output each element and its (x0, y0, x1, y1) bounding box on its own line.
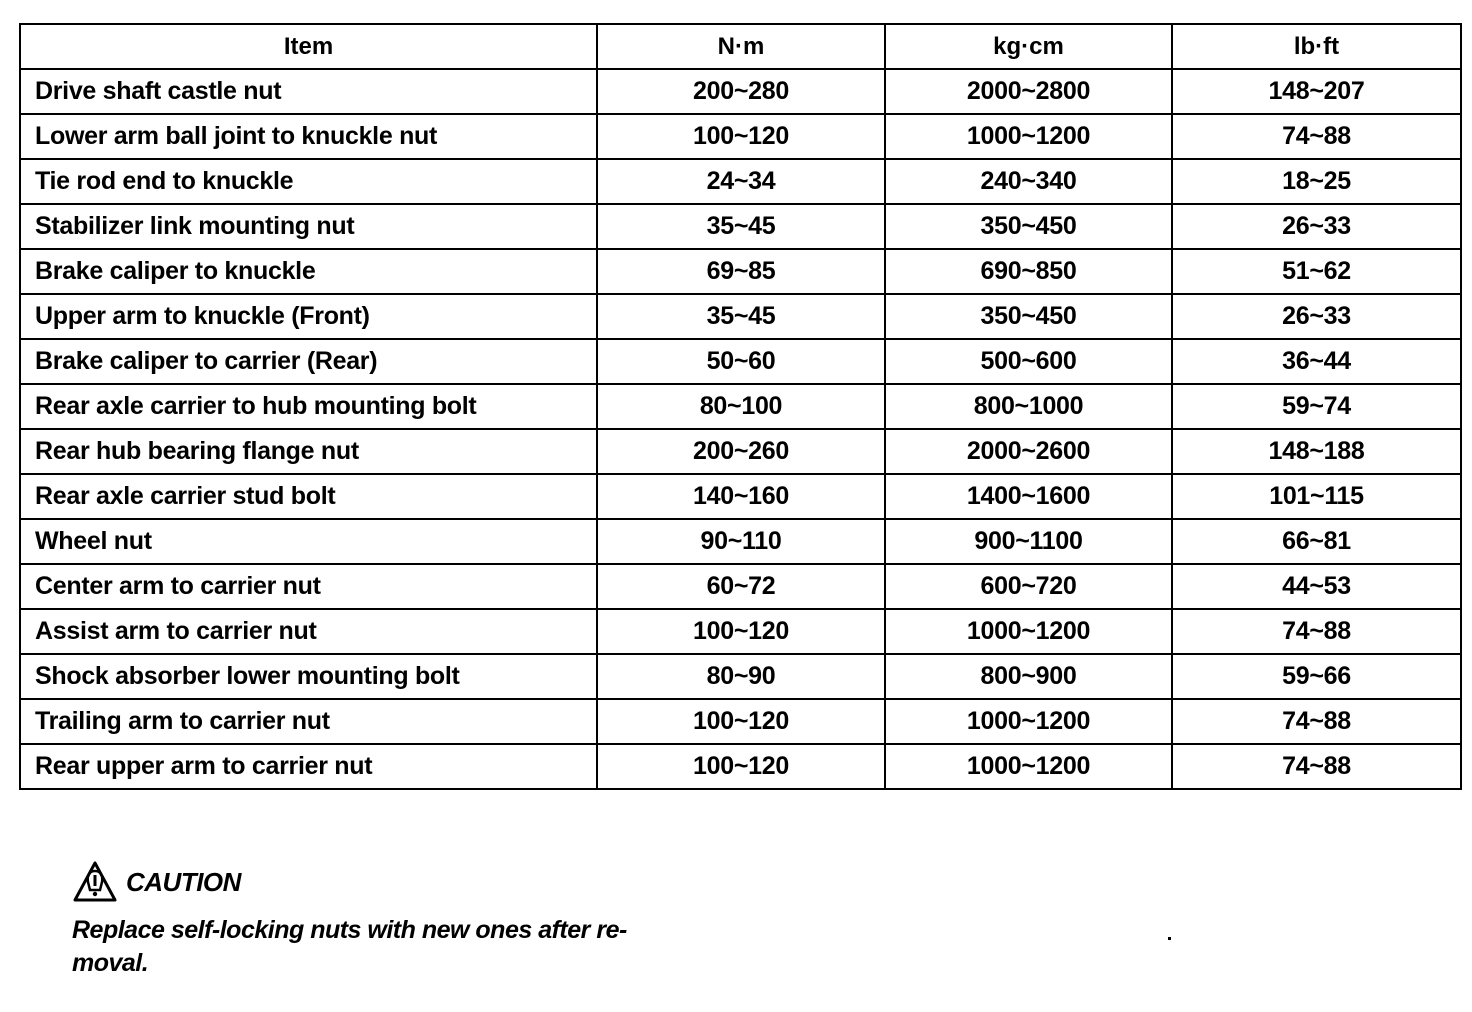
cell-item: Rear upper arm to carrier nut (20, 744, 597, 789)
cell-kgcm: 1000~1200 (885, 609, 1172, 654)
table-row (20, 744, 1461, 789)
cell-kgcm: 2000~2800 (885, 69, 1172, 114)
cell-lbft: 36~44 (1172, 339, 1461, 384)
cell-nm: 100~120 (597, 744, 885, 789)
cell-kgcm: 350~450 (885, 204, 1172, 249)
cell-item: Trailing arm to carrier nut (20, 699, 597, 744)
cell-kgcm: 1000~1200 (885, 699, 1172, 744)
table-row (20, 564, 1461, 609)
cell-nm: 100~120 (597, 609, 885, 654)
cell-kgcm: 690~850 (885, 249, 1172, 294)
cell-nm: 35~45 (597, 294, 885, 339)
cell-item: Rear axle carrier to hub mounting bolt (20, 384, 597, 429)
cell-lbft: 26~33 (1172, 294, 1461, 339)
table-row (20, 339, 1461, 384)
table-row (20, 204, 1461, 249)
cell-nm: 50~60 (597, 339, 885, 384)
header-item: Item (20, 24, 597, 69)
cell-item: Lower arm ball joint to knuckle nut (20, 114, 597, 159)
cell-item: Brake caliper to carrier (Rear) (20, 339, 597, 384)
cell-item: Rear axle carrier stud bolt (20, 474, 597, 519)
table-row (20, 159, 1461, 204)
cell-item: Stabilizer link mounting nut (20, 204, 597, 249)
cell-nm: 35~45 (597, 204, 885, 249)
cell-kgcm: 1000~1200 (885, 114, 1172, 159)
cell-kgcm: 1400~1600 (885, 474, 1172, 519)
cell-item: Drive shaft castle nut (20, 69, 597, 114)
cell-lbft: 74~88 (1172, 609, 1461, 654)
table-row (20, 114, 1461, 159)
cell-nm: 80~90 (597, 654, 885, 699)
cell-item: Brake caliper to knuckle (20, 249, 597, 294)
cell-kgcm: 2000~2600 (885, 429, 1172, 474)
cell-kgcm: 800~1000 (885, 384, 1172, 429)
cell-kgcm: 240~340 (885, 159, 1172, 204)
cell-lbft: 26~33 (1172, 204, 1461, 249)
table-row (20, 384, 1461, 429)
cell-lbft: 44~53 (1172, 564, 1461, 609)
header-lbft: lb·ft (1172, 24, 1461, 69)
cell-nm: 60~72 (597, 564, 885, 609)
cell-nm: 80~100 (597, 384, 885, 429)
cell-item: Rear hub bearing flange nut (20, 429, 597, 474)
table-row (20, 474, 1461, 519)
cell-item: Center arm to carrier nut (20, 564, 597, 609)
cell-item: Assist arm to carrier nut (20, 609, 597, 654)
cell-lbft: 59~66 (1172, 654, 1461, 699)
cell-nm: 100~120 (597, 699, 885, 744)
cell-nm: 200~260 (597, 429, 885, 474)
cell-nm: 100~120 (597, 114, 885, 159)
cell-lbft: 51~62 (1172, 249, 1461, 294)
table-header-row (20, 24, 1461, 69)
table-row (20, 609, 1461, 654)
cell-nm: 90~110 (597, 519, 885, 564)
cell-lbft: 74~88 (1172, 744, 1461, 789)
cell-nm: 24~34 (597, 159, 885, 204)
cell-lbft: 18~25 (1172, 159, 1461, 204)
cell-lbft: 148~207 (1172, 69, 1461, 114)
table-row (20, 654, 1461, 699)
cell-kgcm: 350~450 (885, 294, 1172, 339)
cell-nm: 140~160 (597, 474, 885, 519)
warning-triangle-icon (72, 860, 118, 904)
caution-text-line-1: Replace self-locking nuts with new ones after re- (72, 916, 627, 944)
cell-lbft: 148~188 (1172, 429, 1461, 474)
cell-lbft: 74~88 (1172, 114, 1461, 159)
table-row (20, 294, 1461, 339)
cell-kgcm: 600~720 (885, 564, 1172, 609)
cell-lbft: 59~74 (1172, 384, 1461, 429)
caution-note (72, 858, 732, 980)
cell-lbft: 101~115 (1172, 474, 1461, 519)
table-row (20, 429, 1461, 474)
cell-item: Upper arm to knuckle (Front) (20, 294, 597, 339)
table-body (20, 69, 1461, 789)
cell-kgcm: 800~900 (885, 654, 1172, 699)
cell-item: Tie rod end to knuckle (20, 159, 597, 204)
caution-title: CAUTION (126, 866, 241, 897)
header-kgcm: kg·cm (885, 24, 1172, 69)
table-row (20, 519, 1461, 564)
cell-nm: 69~85 (597, 249, 885, 294)
cell-item: Wheel nut (20, 519, 597, 564)
header-nm: N·m (597, 24, 885, 69)
stray-dot (1168, 937, 1171, 940)
cell-nm: 200~280 (597, 69, 885, 114)
torque-spec-table (19, 23, 1462, 790)
cell-lbft: 74~88 (1172, 699, 1461, 744)
table-row (20, 249, 1461, 294)
table-row (20, 699, 1461, 744)
caution-text (72, 914, 722, 980)
cell-kgcm: 900~1100 (885, 519, 1172, 564)
cell-item: Shock absorber lower mounting bolt (20, 654, 597, 699)
cell-kgcm: 1000~1200 (885, 744, 1172, 789)
cell-kgcm: 500~600 (885, 339, 1172, 384)
table-row (20, 69, 1461, 114)
cell-lbft: 66~81 (1172, 519, 1461, 564)
caution-heading (72, 858, 732, 906)
caution-text-line-2: moval. (72, 949, 149, 977)
